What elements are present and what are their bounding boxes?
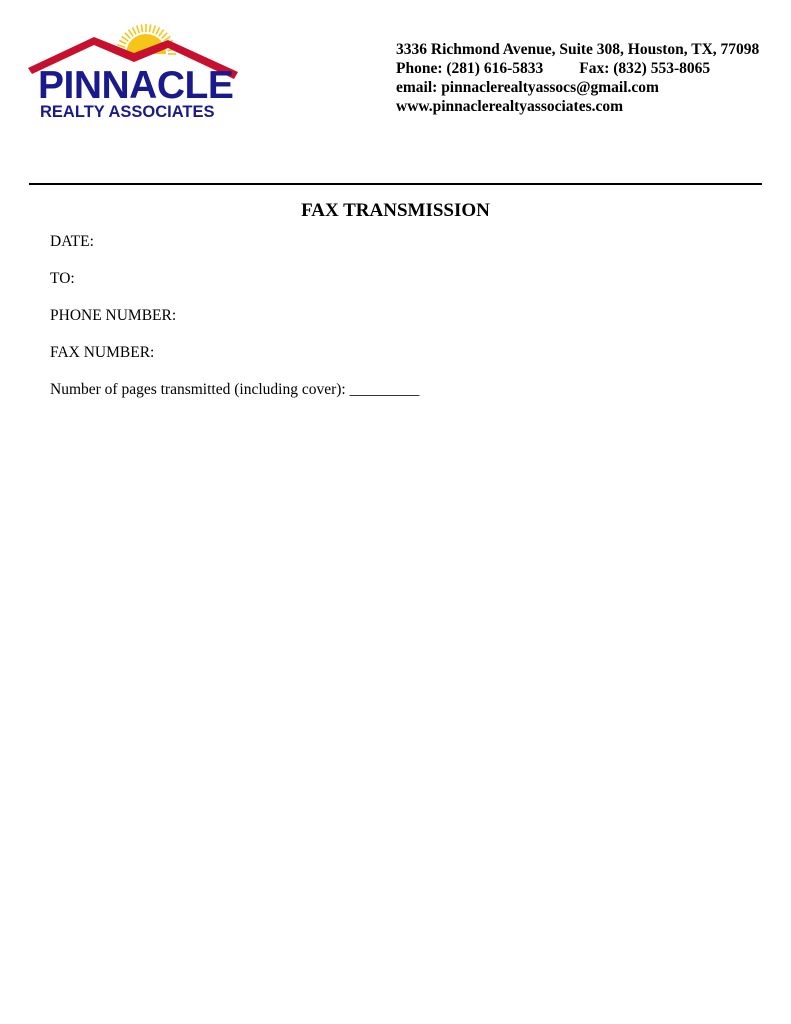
fax-fields <box>50 232 419 417</box>
email-line: email: pinnaclerealtyassocs@gmail.com <box>396 79 659 96</box>
phone-number-field: PHONE NUMBER: <box>50 307 177 324</box>
fax-text: Fax: (832) 553-8065 <box>579 60 711 77</box>
date-field: DATE: <box>50 233 94 250</box>
to-field: TO: <box>50 270 75 287</box>
address-line: 3336 Richmond Avenue, Suite 308, Houston, TX, 77098 <box>396 41 760 58</box>
logo-wordmark: PINNACLE <box>38 64 234 107</box>
page-title: FAX TRANSMISSION <box>301 200 490 221</box>
phone-fax-line <box>396 59 759 78</box>
logo-tagline: REALTY ASSOCIATES <box>40 103 215 121</box>
phone-text: Phone: (281) 616-5833 <box>396 60 544 77</box>
company-logo <box>26 24 240 124</box>
fax-number-field: FAX NUMBER: <box>50 344 155 361</box>
header-divider <box>29 183 762 185</box>
contact-block <box>396 40 759 116</box>
pages-transmitted-field: Number of pages transmitted (including cover): _________ <box>50 381 420 398</box>
website-line: www.pinnaclerealtyassociates.com <box>396 98 624 115</box>
